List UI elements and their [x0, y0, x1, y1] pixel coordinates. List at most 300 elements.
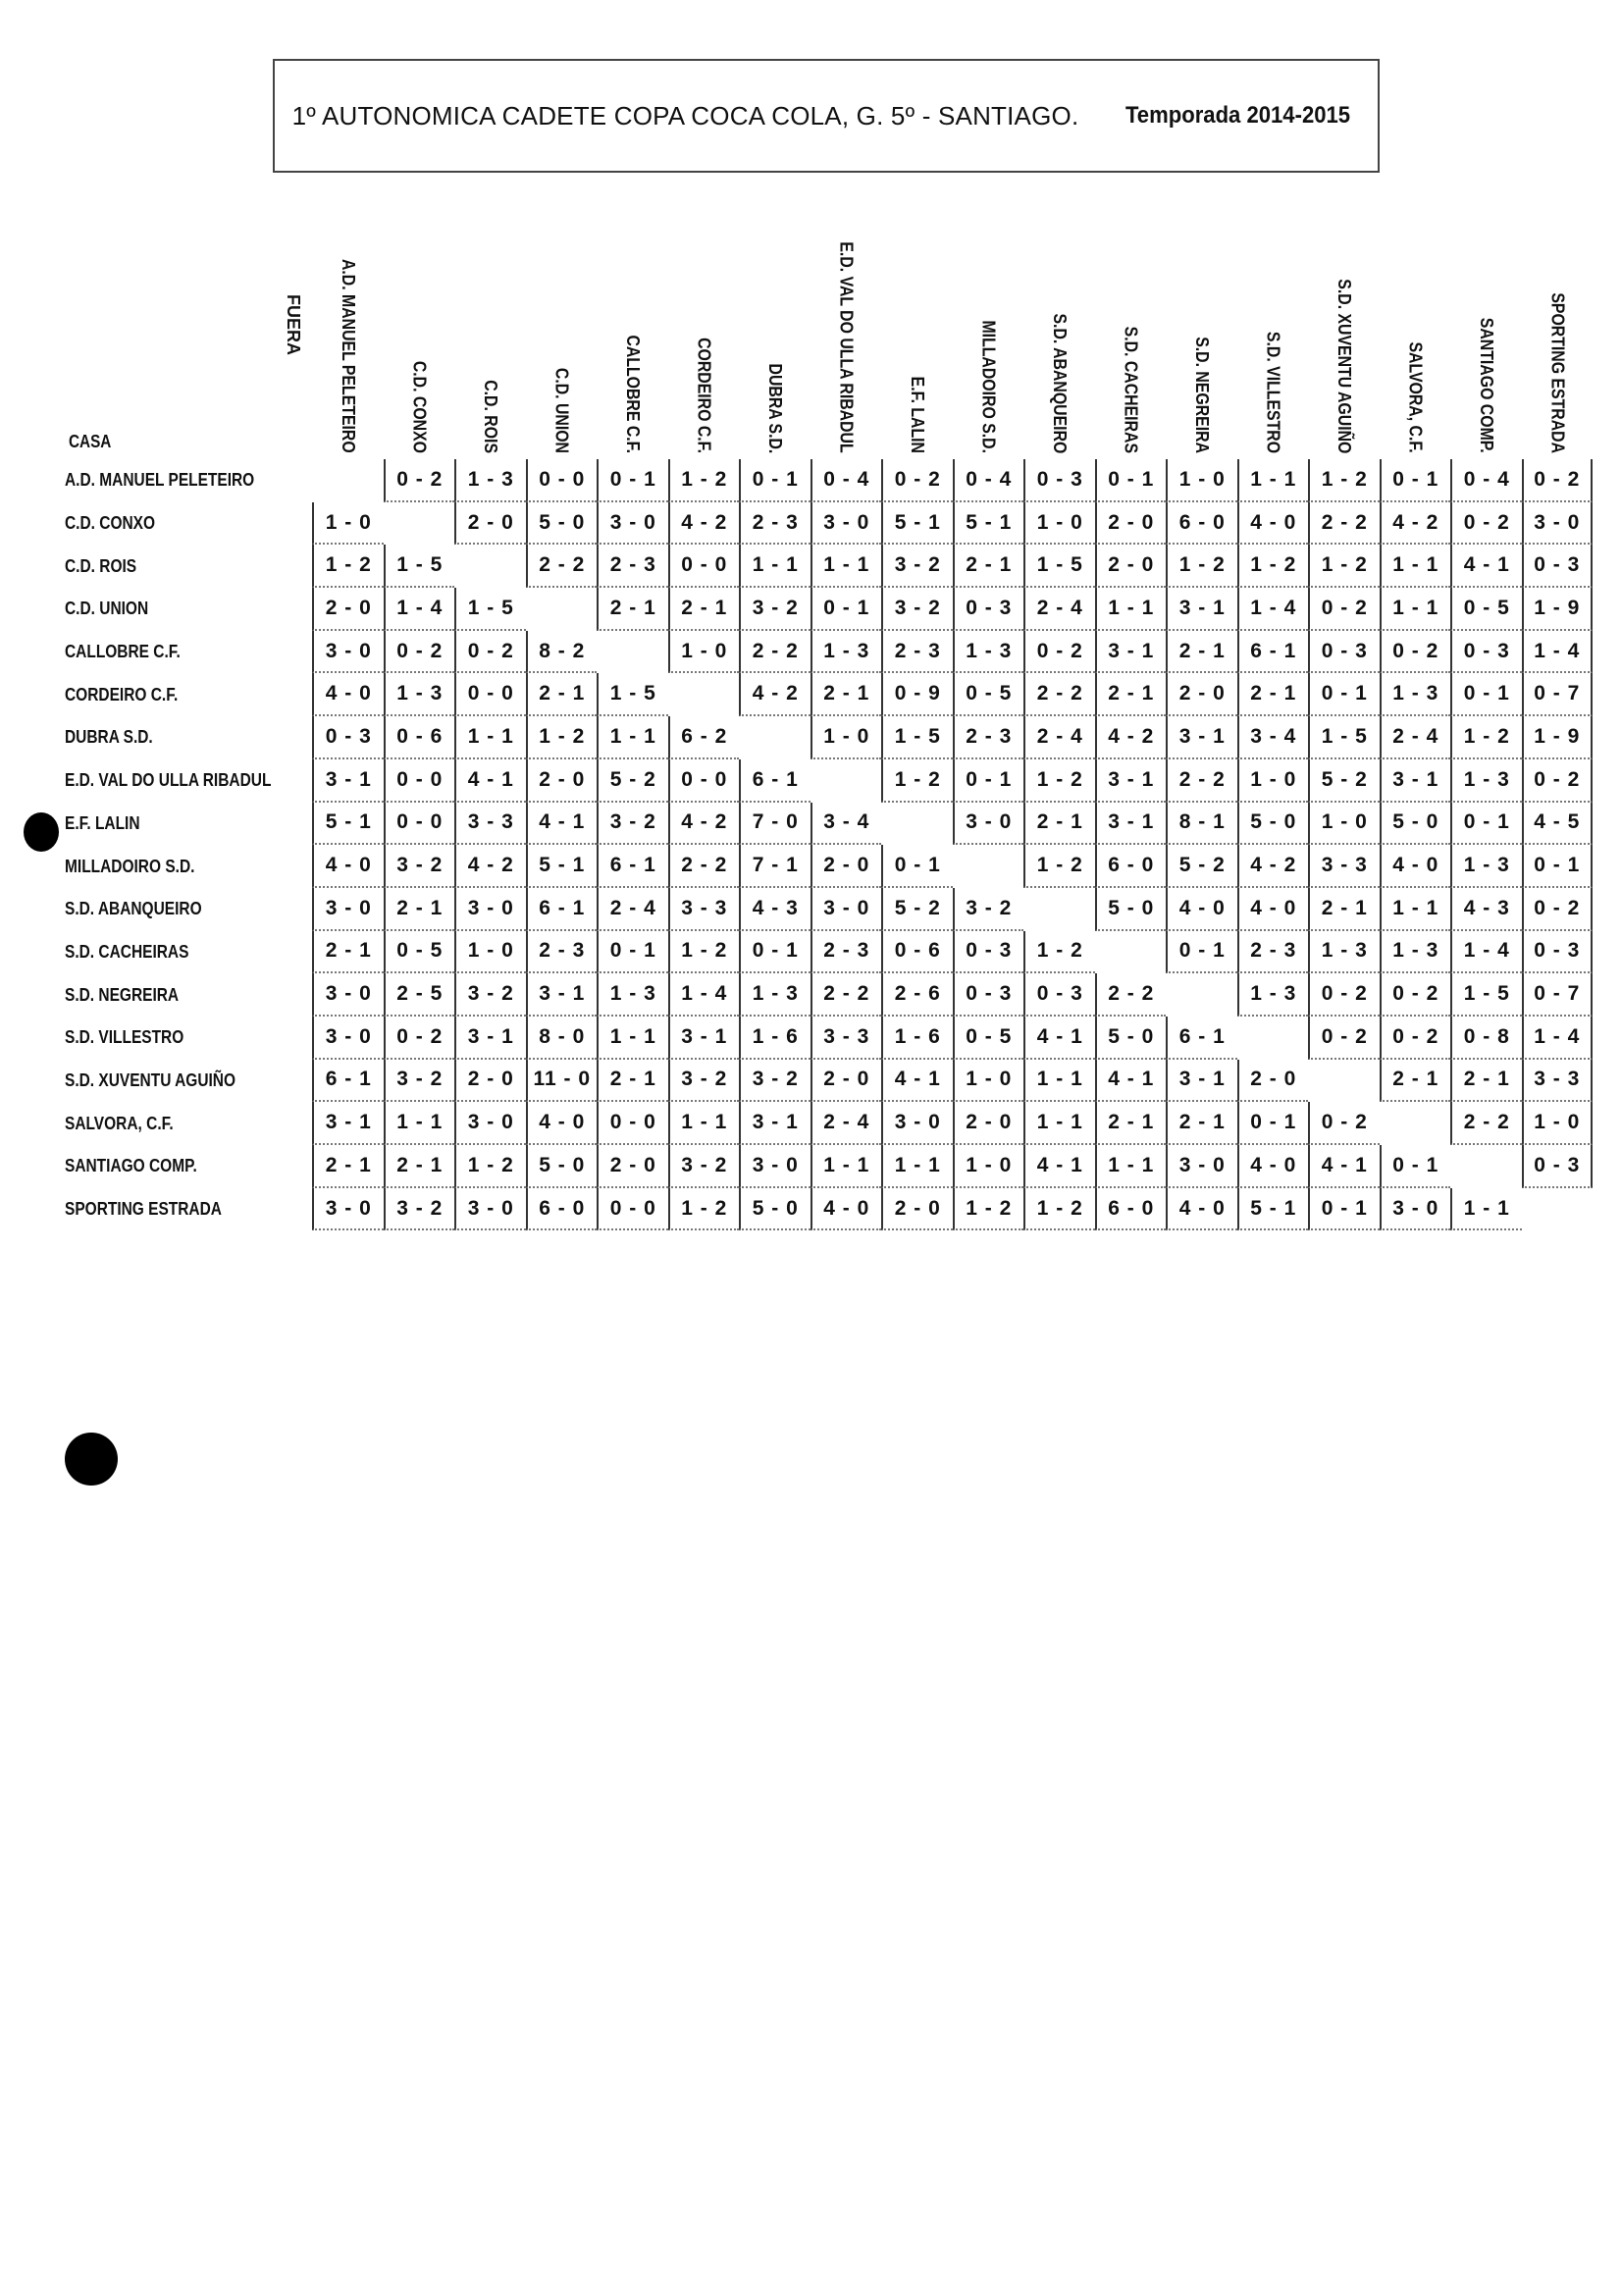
score-cell: 1 - 0	[953, 1145, 1024, 1188]
empty-diagonal-cell	[384, 502, 455, 546]
score-cell: 3 - 0	[810, 888, 882, 931]
score-cell: 4 - 0	[1166, 1188, 1237, 1231]
score-cell: 3 - 0	[597, 502, 668, 546]
score-cell: 1 - 1	[668, 1102, 740, 1145]
score-cell: 1 - 2	[1023, 1188, 1095, 1231]
score-cell: 3 - 2	[668, 1145, 740, 1188]
score-cell: 2 - 0	[953, 1102, 1024, 1145]
score-cell: 0 - 1	[1380, 459, 1451, 502]
score-cell: 2 - 0	[1095, 502, 1167, 546]
score-cell: 3 - 1	[1166, 588, 1237, 631]
score-cell: 2 - 2	[1166, 759, 1237, 803]
score-cell: 0 - 3	[1450, 631, 1522, 674]
score-cell: 2 - 4	[1380, 716, 1451, 759]
table-row	[65, 673, 1593, 716]
score-cell: 0 - 7	[1522, 673, 1594, 716]
score-cell: 2 - 1	[953, 545, 1024, 588]
score-cell: 1 - 1	[1380, 545, 1451, 588]
table-row	[65, 502, 1593, 546]
score-cell: 0 - 2	[1522, 459, 1594, 502]
score-cell: 5 - 1	[953, 502, 1024, 546]
home-team-label: S.D. ABANQUEIRO	[65, 899, 202, 919]
score-cell: 1 - 4	[1522, 1017, 1594, 1060]
home-team-label: C.D. ROIS	[65, 555, 137, 576]
score-cell: 1 - 2	[1023, 845, 1095, 888]
home-team-name	[65, 502, 312, 546]
score-cell: 4 - 3	[1450, 888, 1522, 931]
score-cell: 1 - 9	[1522, 716, 1594, 759]
score-cell: 2 - 1	[1380, 1060, 1451, 1103]
column-header	[1308, 196, 1380, 453]
column-header	[1095, 196, 1167, 453]
score-cell: 0 - 2	[1522, 759, 1594, 803]
score-cell: 0 - 0	[454, 673, 526, 716]
score-cell: 4 - 0	[810, 1188, 882, 1231]
score-cell: 3 - 0	[1380, 1188, 1451, 1231]
column-header	[668, 196, 740, 453]
score-cell: 3 - 2	[739, 588, 810, 631]
score-cell: 0 - 2	[384, 459, 455, 502]
score-cell: 1 - 2	[668, 1188, 740, 1231]
score-cell: 1 - 3	[1237, 973, 1309, 1017]
score-cell: 3 - 3	[454, 803, 526, 846]
column-header	[312, 196, 384, 453]
score-cell: 0 - 7	[1522, 973, 1594, 1017]
score-cell: 1 - 1	[1450, 1188, 1522, 1231]
column-header	[1450, 196, 1522, 453]
score-cell: 2 - 3	[881, 631, 953, 674]
score-cell: 0 - 2	[384, 631, 455, 674]
column-header-label: DUBRA S.D.	[764, 363, 785, 453]
score-cell: 0 - 1	[739, 931, 810, 974]
column-header	[1166, 196, 1237, 453]
score-cell: 1 - 1	[384, 1102, 455, 1145]
score-cell: 3 - 2	[384, 1188, 455, 1231]
score-cell: 2 - 0	[1237, 1060, 1309, 1103]
score-cell: 7 - 1	[739, 845, 810, 888]
score-cell: 1 - 0	[1237, 759, 1309, 803]
score-cell: 5 - 0	[1380, 803, 1451, 846]
column-header-label: C.D. CONXO	[409, 360, 430, 453]
empty-diagonal-cell	[526, 588, 598, 631]
score-cell: 0 - 2	[1308, 1102, 1380, 1145]
table-row	[65, 1102, 1593, 1145]
empty-diagonal-cell	[953, 845, 1024, 888]
home-team-label: SALVORA, C.F.	[65, 1113, 174, 1133]
score-cell: 4 - 0	[1237, 888, 1309, 931]
empty-diagonal-cell	[1166, 973, 1237, 1017]
score-cell: 0 - 5	[953, 673, 1024, 716]
score-cell: 2 - 3	[1237, 931, 1309, 974]
score-cell: 2 - 2	[1450, 1102, 1522, 1145]
score-cell: 2 - 1	[668, 588, 740, 631]
score-cell: 1 - 2	[1023, 759, 1095, 803]
score-cell: 11 - 0	[526, 1060, 598, 1103]
score-cell: 1 - 2	[881, 759, 953, 803]
score-cell: 1 - 1	[1023, 1102, 1095, 1145]
score-cell: 0 - 1	[739, 459, 810, 502]
score-cell: 1 - 5	[1023, 545, 1095, 588]
score-cell: 0 - 6	[881, 931, 953, 974]
score-cell: 1 - 1	[1095, 588, 1167, 631]
score-cell: 0 - 1	[1380, 1145, 1451, 1188]
empty-diagonal-cell	[1522, 1188, 1594, 1231]
score-cell: 0 - 2	[1380, 631, 1451, 674]
score-cell: 5 - 2	[1166, 845, 1237, 888]
score-cell: 2 - 1	[1166, 1102, 1237, 1145]
score-cell: 3 - 1	[1095, 759, 1167, 803]
column-header	[1380, 196, 1451, 453]
score-cell: 1 - 1	[1380, 588, 1451, 631]
column-header-label: E.F. LALIN	[907, 376, 927, 453]
score-cell: 1 - 2	[1308, 545, 1380, 588]
score-cell: 6 - 0	[526, 1188, 598, 1231]
score-cell: 1 - 3	[953, 631, 1024, 674]
score-cell: 0 - 2	[454, 631, 526, 674]
column-headers	[312, 196, 1593, 453]
season-label: Temporada 2014-2015	[1125, 102, 1351, 129]
empty-diagonal-cell	[1095, 931, 1167, 974]
score-cell: 0 - 1	[597, 459, 668, 502]
score-cell: 1 - 4	[668, 973, 740, 1017]
table-row	[65, 888, 1593, 931]
score-cell: 1 - 2	[668, 459, 740, 502]
score-cell: 1 - 1	[597, 1017, 668, 1060]
home-team-name	[65, 759, 312, 803]
score-cell: 0 - 8	[1450, 1017, 1522, 1060]
score-cell: 3 - 1	[1095, 803, 1167, 846]
results-table	[65, 459, 1593, 1230]
score-cell: 1 - 0	[312, 502, 384, 546]
score-cell: 6 - 1	[597, 845, 668, 888]
score-cell: 4 - 0	[1237, 1145, 1309, 1188]
score-cell: 6 - 1	[312, 1060, 384, 1103]
empty-diagonal-cell	[810, 759, 882, 803]
score-cell: 2 - 1	[1308, 888, 1380, 931]
score-cell: 0 - 2	[1023, 631, 1095, 674]
score-cell: 3 - 2	[881, 545, 953, 588]
score-cell: 1 - 2	[668, 931, 740, 974]
score-cell: 4 - 1	[1308, 1145, 1380, 1188]
score-cell: 1 - 4	[1522, 631, 1594, 674]
score-cell: 4 - 1	[526, 803, 598, 846]
home-team-label: E.F. LALIN	[65, 812, 140, 833]
score-cell: 1 - 9	[1522, 588, 1594, 631]
score-cell: 0 - 3	[1522, 545, 1594, 588]
table-row	[65, 803, 1593, 846]
score-cell: 1 - 4	[1450, 931, 1522, 974]
empty-diagonal-cell	[1450, 1145, 1522, 1188]
score-cell: 1 - 6	[739, 1017, 810, 1060]
score-cell: 2 - 1	[384, 1145, 455, 1188]
column-header-label: S.D. CACHEIRAS	[1121, 326, 1141, 453]
score-cell: 0 - 2	[1450, 502, 1522, 546]
score-cell: 1 - 5	[1450, 973, 1522, 1017]
column-header	[597, 196, 668, 453]
score-cell: 0 - 1	[1450, 673, 1522, 716]
home-team-label: C.D. CONXO	[65, 513, 156, 534]
column-header-label: S.D. XUVENTU AGUIÑO	[1333, 278, 1354, 453]
score-cell: 2 - 3	[739, 502, 810, 546]
score-cell: 3 - 3	[1522, 1060, 1594, 1103]
column-header-label: S.D. ABANQUEIRO	[1049, 313, 1070, 453]
score-cell: 5 - 2	[1308, 759, 1380, 803]
score-cell: 4 - 0	[312, 845, 384, 888]
score-cell: 6 - 1	[1237, 631, 1309, 674]
table-row	[65, 759, 1593, 803]
score-cell: 1 - 5	[454, 588, 526, 631]
score-cell: 1 - 0	[1522, 1102, 1594, 1145]
score-cell: 0 - 9	[881, 673, 953, 716]
score-cell: 2 - 1	[384, 888, 455, 931]
score-cell: 5 - 0	[526, 1145, 598, 1188]
score-cell: 0 - 1	[810, 588, 882, 631]
score-cell: 0 - 0	[668, 759, 740, 803]
score-cell: 5 - 0	[1237, 803, 1309, 846]
score-cell: 0 - 5	[953, 1017, 1024, 1060]
score-cell: 2 - 3	[810, 931, 882, 974]
score-cell: 3 - 3	[668, 888, 740, 931]
score-cell: 0 - 3	[1023, 459, 1095, 502]
column-header-label: SALVORA, C.F.	[1405, 341, 1426, 453]
score-cell: 0 - 3	[1522, 931, 1594, 974]
score-cell: 2 - 0	[312, 588, 384, 631]
score-cell: 5 - 0	[739, 1188, 810, 1231]
score-cell: 8 - 1	[1166, 803, 1237, 846]
score-cell: 0 - 4	[1450, 459, 1522, 502]
score-cell: 4 - 2	[1380, 502, 1451, 546]
score-cell: 0 - 0	[597, 1188, 668, 1231]
score-cell: 3 - 0	[312, 1017, 384, 1060]
score-cell: 3 - 0	[454, 1102, 526, 1145]
column-header-label: S.D. VILLESTRO	[1263, 331, 1283, 453]
score-cell: 5 - 0	[1095, 888, 1167, 931]
score-cell: 0 - 2	[881, 459, 953, 502]
score-cell: 1 - 4	[1237, 588, 1309, 631]
table-row	[65, 716, 1593, 759]
score-cell: 4 - 0	[1166, 888, 1237, 931]
home-team-name	[65, 845, 312, 888]
score-cell: 5 - 0	[1095, 1017, 1167, 1060]
score-cell: 1 - 0	[454, 931, 526, 974]
score-cell: 2 - 1	[312, 931, 384, 974]
score-cell: 4 - 2	[668, 803, 740, 846]
column-header	[1522, 196, 1594, 453]
score-cell: 1 - 1	[454, 716, 526, 759]
score-cell: 2 - 4	[1023, 588, 1095, 631]
home-team-name	[65, 631, 312, 674]
score-cell: 5 - 1	[312, 803, 384, 846]
home-team-label: CALLOBRE C.F.	[65, 642, 181, 662]
home-team-name	[65, 888, 312, 931]
score-cell: 3 - 1	[1166, 716, 1237, 759]
home-team-name	[65, 1060, 312, 1103]
column-header	[1237, 196, 1309, 453]
score-cell: 1 - 2	[454, 1145, 526, 1188]
score-cell: 1 - 1	[1380, 888, 1451, 931]
score-cell: 6 - 0	[1095, 1188, 1167, 1231]
score-cell: 0 - 0	[597, 1102, 668, 1145]
score-cell: 3 - 3	[810, 1017, 882, 1060]
score-cell: 4 - 0	[526, 1102, 598, 1145]
document-title: 1º AUTONOMICA CADETE COPA COCA COLA, G. 5º - SANTIAGO.	[291, 100, 1079, 130]
score-cell: 2 - 0	[810, 845, 882, 888]
home-team-label: MILLADOIRO S.D.	[65, 856, 195, 876]
score-cell: 5 - 1	[1237, 1188, 1309, 1231]
score-cell: 4 - 1	[1023, 1145, 1095, 1188]
table-row	[65, 1145, 1593, 1188]
column-header-label: CORDEIRO C.F.	[694, 338, 714, 453]
score-cell: 1 - 3	[1450, 759, 1522, 803]
home-team-name	[65, 1102, 312, 1145]
score-cell: 4 - 2	[1237, 845, 1309, 888]
score-cell: 3 - 0	[1166, 1145, 1237, 1188]
score-cell: 2 - 1	[1237, 673, 1309, 716]
table-row	[65, 1017, 1593, 1060]
score-cell: 1 - 1	[810, 1145, 882, 1188]
score-cell: 3 - 1	[312, 1102, 384, 1145]
score-cell: 0 - 1	[1308, 1188, 1380, 1231]
score-cell: 2 - 1	[810, 673, 882, 716]
column-header	[739, 196, 810, 453]
score-cell: 3 - 0	[454, 888, 526, 931]
score-cell: 0 - 3	[953, 931, 1024, 974]
score-cell: 6 - 1	[1166, 1017, 1237, 1060]
home-team-name	[65, 931, 312, 974]
score-cell: 1 - 3	[810, 631, 882, 674]
home-team-name	[65, 459, 312, 502]
score-cell: 3 - 2	[597, 803, 668, 846]
punch-hole-mark	[65, 1433, 118, 1486]
score-cell: 0 - 3	[1308, 631, 1380, 674]
score-cell: 1 - 2	[1237, 545, 1309, 588]
score-cell: 2 - 1	[597, 588, 668, 631]
score-cell: 1 - 2	[526, 716, 598, 759]
score-cell: 3 - 0	[739, 1145, 810, 1188]
score-cell: 3 - 1	[454, 1017, 526, 1060]
column-header	[881, 196, 953, 453]
score-cell: 0 - 1	[1095, 459, 1167, 502]
home-team-name	[65, 545, 312, 588]
table-row	[65, 459, 1593, 502]
score-cell: 2 - 6	[881, 973, 953, 1017]
score-cell: 0 - 0	[668, 545, 740, 588]
score-cell: 0 - 3	[1023, 973, 1095, 1017]
score-cell: 3 - 0	[881, 1102, 953, 1145]
score-cell: 3 - 2	[739, 1060, 810, 1103]
score-cell: 1 - 0	[1166, 459, 1237, 502]
home-team-label: S.D. VILLESTRO	[65, 1027, 184, 1048]
empty-diagonal-cell	[312, 459, 384, 502]
score-cell: 0 - 1	[1522, 845, 1594, 888]
score-cell: 3 - 2	[454, 973, 526, 1017]
score-cell: 1 - 5	[881, 716, 953, 759]
score-cell: 3 - 2	[384, 1060, 455, 1103]
empty-diagonal-cell	[1308, 1060, 1380, 1103]
score-cell: 3 - 0	[312, 888, 384, 931]
empty-diagonal-cell	[1237, 1017, 1309, 1060]
score-cell: 4 - 2	[739, 673, 810, 716]
column-header-label: MILLADOIRO S.D.	[978, 320, 999, 453]
score-cell: 0 - 1	[881, 845, 953, 888]
score-cell: 0 - 1	[1166, 931, 1237, 974]
score-cell: 3 - 2	[384, 845, 455, 888]
score-cell: 1 - 0	[810, 716, 882, 759]
score-cell: 1 - 2	[1308, 459, 1380, 502]
home-team-name	[65, 1017, 312, 1060]
score-cell: 3 - 1	[312, 759, 384, 803]
score-cell: 4 - 1	[454, 759, 526, 803]
score-cell: 8 - 0	[526, 1017, 598, 1060]
column-header-label: A.D. MANUEL PELETEIRO	[338, 259, 358, 453]
score-cell: 2 - 5	[384, 973, 455, 1017]
score-cell: 0 - 4	[953, 459, 1024, 502]
table-row	[65, 845, 1593, 888]
score-cell: 2 - 4	[1023, 716, 1095, 759]
score-cell: 2 - 0	[1095, 545, 1167, 588]
score-cell: 2 - 1	[312, 1145, 384, 1188]
score-cell: 4 - 0	[1237, 502, 1309, 546]
score-cell: 2 - 1	[1095, 1102, 1167, 1145]
score-cell: 4 - 3	[739, 888, 810, 931]
score-cell: 4 - 2	[1095, 716, 1167, 759]
score-cell: 0 - 2	[1308, 588, 1380, 631]
score-cell: 3 - 3	[1308, 845, 1380, 888]
score-cell: 5 - 0	[526, 502, 598, 546]
score-cell: 2 - 2	[526, 545, 598, 588]
score-cell: 2 - 2	[668, 845, 740, 888]
empty-diagonal-cell	[1380, 1102, 1451, 1145]
empty-diagonal-cell	[881, 803, 953, 846]
table-row	[65, 588, 1593, 631]
score-cell: 0 - 2	[384, 1017, 455, 1060]
score-cell: 1 - 2	[312, 545, 384, 588]
score-cell: 2 - 2	[810, 973, 882, 1017]
score-cell: 7 - 0	[739, 803, 810, 846]
empty-diagonal-cell	[1023, 888, 1095, 931]
table-row	[65, 931, 1593, 974]
score-cell: 1 - 3	[384, 673, 455, 716]
score-cell: 0 - 1	[1237, 1102, 1309, 1145]
score-cell: 1 - 3	[1450, 845, 1522, 888]
score-cell: 3 - 2	[668, 1060, 740, 1103]
score-cell: 3 - 2	[953, 888, 1024, 931]
score-cell: 2 - 1	[597, 1060, 668, 1103]
score-cell: 4 - 1	[1095, 1060, 1167, 1103]
score-cell: 3 - 0	[810, 502, 882, 546]
home-team-name	[65, 1145, 312, 1188]
score-cell: 6 - 1	[526, 888, 598, 931]
score-cell: 0 - 2	[1308, 973, 1380, 1017]
title-box	[273, 59, 1380, 173]
score-cell: 6 - 0	[1095, 845, 1167, 888]
score-cell: 1 - 1	[739, 545, 810, 588]
score-cell: 4 - 5	[1522, 803, 1594, 846]
score-cell: 2 - 2	[739, 631, 810, 674]
score-cell: 2 - 4	[597, 888, 668, 931]
score-cell: 2 - 4	[810, 1102, 882, 1145]
score-cell: 1 - 0	[1023, 502, 1095, 546]
score-cell: 3 - 1	[526, 973, 598, 1017]
home-team-label: CORDEIRO C.F.	[65, 684, 179, 704]
score-cell: 1 - 3	[454, 459, 526, 502]
score-cell: 2 - 0	[454, 1060, 526, 1103]
punch-hole-mark	[24, 812, 59, 852]
score-cell: 0 - 5	[1450, 588, 1522, 631]
score-cell: 0 - 5	[384, 931, 455, 974]
column-header	[1023, 196, 1095, 453]
score-cell: 1 - 0	[668, 631, 740, 674]
